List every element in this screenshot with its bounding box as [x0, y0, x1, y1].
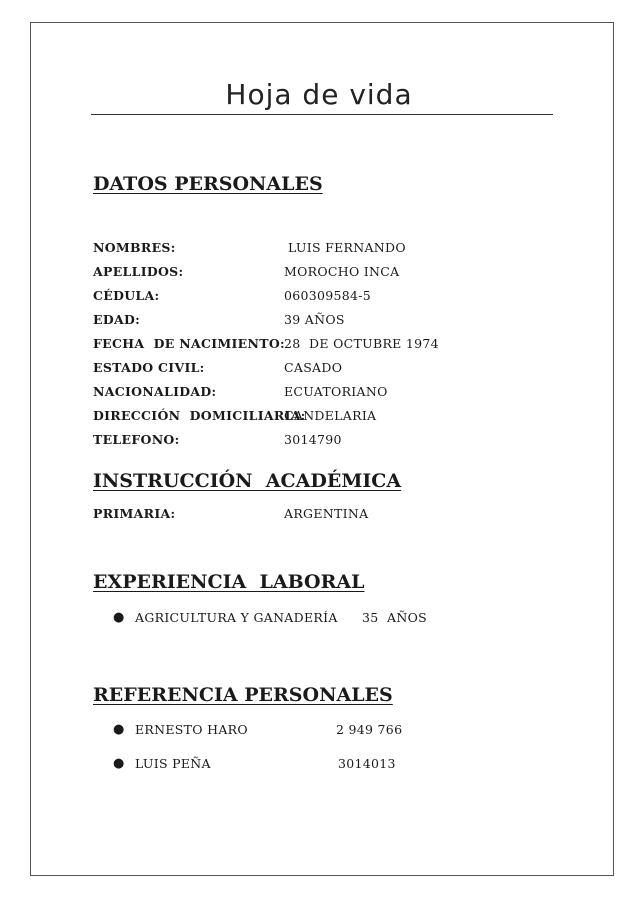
field-label: CÉDULA: — [93, 288, 160, 303]
field-value: LUIS FERNANDO — [288, 240, 406, 255]
section-heading-instruccion-academica: INSTRUCCIÓN ACADÉMICA — [93, 470, 402, 492]
section-heading-datos-personales: DATOS PERSONALES — [93, 173, 323, 195]
list-item-value: 2 949 766 — [336, 722, 403, 737]
field-label: TELEFONO: — [93, 432, 180, 447]
list-item-value: 3014013 — [338, 756, 396, 771]
field-label: NOMBRES: — [93, 240, 176, 255]
field-value: ARGENTINA — [284, 506, 369, 521]
list-item-text: AGRICULTURA Y GANADERÍA — [135, 610, 338, 625]
field-label: EDAD: — [93, 312, 141, 327]
section-heading-experiencia-laboral: EXPERIENCIA LABORAL — [93, 571, 365, 593]
list-item-text: ERNESTO HARO — [135, 722, 248, 737]
field-label: APELLIDOS: — [93, 264, 184, 279]
bullet-icon: ● — [113, 610, 125, 625]
field-label: PRIMARIA: — [93, 506, 176, 521]
field-value: MOROCHO INCA — [284, 264, 400, 279]
field-value: 28 DE OCTUBRE 1974 — [284, 336, 439, 351]
field-value: 3014790 — [284, 432, 342, 447]
field-label: DIRECCIÓN DOMICILIARIA: — [93, 408, 306, 423]
list-item-text: LUIS PEÑA — [135, 756, 211, 771]
field-value: CANDELARIA — [284, 408, 377, 423]
list-item-value: 35 AÑOS — [362, 610, 428, 625]
field-value: CASADO — [284, 360, 343, 375]
field-label: ESTADO CIVIL: — [93, 360, 205, 375]
field-value: ECUATORIANO — [284, 384, 388, 399]
field-value: 060309584-5 — [284, 288, 372, 303]
page-title: Hoja de vida — [225, 78, 413, 111]
field-label: NACIONALIDAD: — [93, 384, 217, 399]
title-underline — [91, 114, 553, 115]
bullet-icon: ● — [113, 756, 125, 771]
bullet-icon: ● — [113, 722, 125, 737]
section-heading-referencia-personales: REFERENCIA PERSONALES — [93, 684, 393, 706]
field-label: FECHA DE NACIMIENTO: — [93, 336, 285, 351]
field-value: 39 AÑOS — [284, 312, 345, 327]
